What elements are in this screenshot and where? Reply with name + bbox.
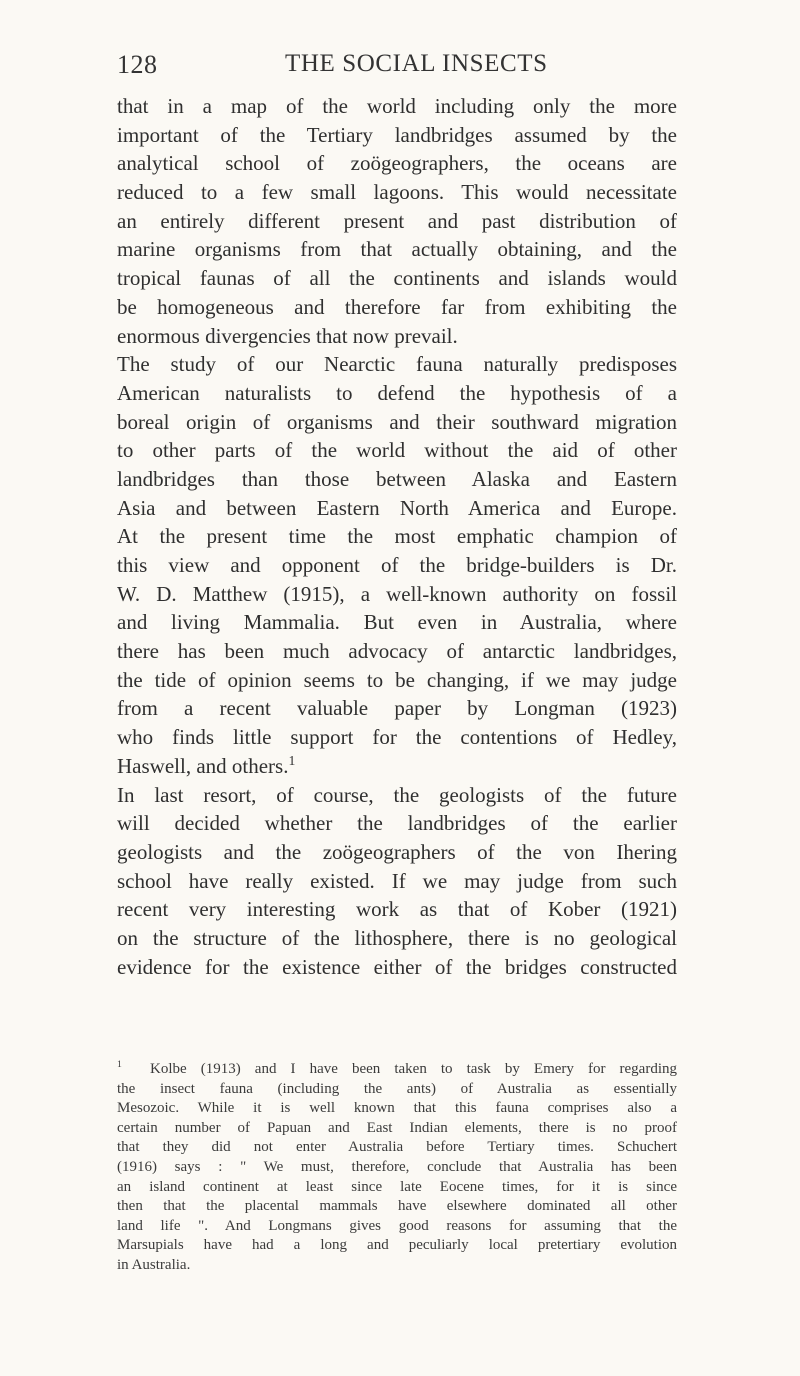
footnote-line: Marsupials have had a long and peculiarly local pretertiary evolution: [117, 1237, 677, 1254]
footnote-line: an island continent at least since late Eocene times, for it is since: [117, 1178, 677, 1195]
body-line: The study of our Nearctic fauna naturally predisposes: [117, 352, 677, 377]
body-line: from a recent valuable paper by Longman (1923): [117, 696, 677, 721]
page-header: [117, 40, 677, 80]
footnote-marker: 1: [117, 1059, 122, 1070]
body-line: this view and opponent of the bridge-builders is Dr.: [117, 553, 677, 577]
body-line: an entirely different present and past distribution of: [117, 208, 677, 233]
body-line: analytical school of zoögeographers, the oceans are: [117, 151, 677, 176]
footnote-reference: 1: [288, 752, 296, 768]
footnote-line: [117, 1060, 677, 1080]
footnote-line: that they did not enter Australia before Tertiary times. Schuchert: [117, 1139, 677, 1156]
footnote-line: (1916) says : " We must, therefore, conclude that Australia has been: [117, 1158, 677, 1175]
footnote-line: land life ". And Longmans gives good reasons for assuming that the: [117, 1217, 677, 1234]
body-line: be homogeneous and therefore far from exhibiting the: [117, 294, 677, 319]
body-line: tropical faunas of all the continents and islands would: [117, 266, 677, 291]
footnote-line: in Australia.: [117, 1256, 191, 1273]
body-line: to other parts of the world without the aid of other: [117, 438, 677, 463]
paragraph-end-line: enormous divergencies that now prevail.: [117, 323, 458, 348]
body-line-text: Haswell, and others.: [117, 753, 289, 778]
body-line: important of the Tertiary landbridges assumed by the: [117, 122, 677, 147]
body-line: In last resort, of course, the geologists of the future: [117, 782, 677, 807]
body-line: who finds little support for the contentions of Hedley,: [117, 725, 677, 750]
body-line: and living Mammalia. But even in Australia, where: [117, 610, 677, 635]
body-line: American naturalists to defend the hypothesis of a: [117, 380, 677, 405]
footnote-line: then that the placental mammals have elsewhere dominated all other: [117, 1198, 677, 1215]
paragraph-end-line: [117, 752, 677, 781]
body-line: geologists and the zoögeographers of the von Ihering: [117, 839, 677, 864]
body-line: recent very interesting work as that of Kober (1921): [117, 897, 677, 922]
body-line: landbridges than those between Alaska and Eastern: [117, 466, 677, 491]
body-line: on the structure of the lithosphere, there is no geological: [117, 925, 677, 950]
body-line: that in a map of the world including only the more: [117, 94, 677, 118]
footnote-line: Mesozoic. While it is well known that this fauna comprises also a: [117, 1100, 677, 1117]
footnote-line-text: Kolbe (1913) and I have been taken to task by Emery for regarding: [150, 1061, 677, 1077]
body-line: evidence for the existence either of the bridges constructed: [117, 954, 677, 979]
body-line: At the present time the most emphatic champion of: [117, 524, 677, 549]
body-line: W. D. Matthew (1915), a well-known authority on fossil: [117, 581, 677, 606]
body-line: reduced to a few small lagoons. This would necessitate: [117, 180, 677, 205]
running-title: THE SOCIAL INSECTS: [285, 50, 548, 77]
body-line: marine organisms from that actually obtaining, and the: [117, 237, 677, 262]
footnote-line: certain number of Papuan and East Indian elements, there is no proof: [117, 1119, 677, 1136]
body-line: there has been much advocacy of antarctic landbridges,: [117, 639, 677, 664]
page-number: 128: [117, 50, 158, 79]
body-line: boreal origin of organisms and their southward migration: [117, 409, 677, 434]
body-line: the tide of opinion seems to be changing, if we may judge: [117, 667, 677, 692]
footnote-line: the insect fauna (including the ants) of Australia as essentially: [117, 1080, 677, 1097]
body-line: will decided whether the landbridges of the earlier: [117, 811, 677, 836]
footnote: [117, 1060, 677, 1276]
body-line: Asia and between Eastern North America and Europe.: [117, 495, 677, 520]
body-text: [117, 92, 677, 981]
body-line: school have really existed. If we may judge from such: [117, 868, 677, 893]
